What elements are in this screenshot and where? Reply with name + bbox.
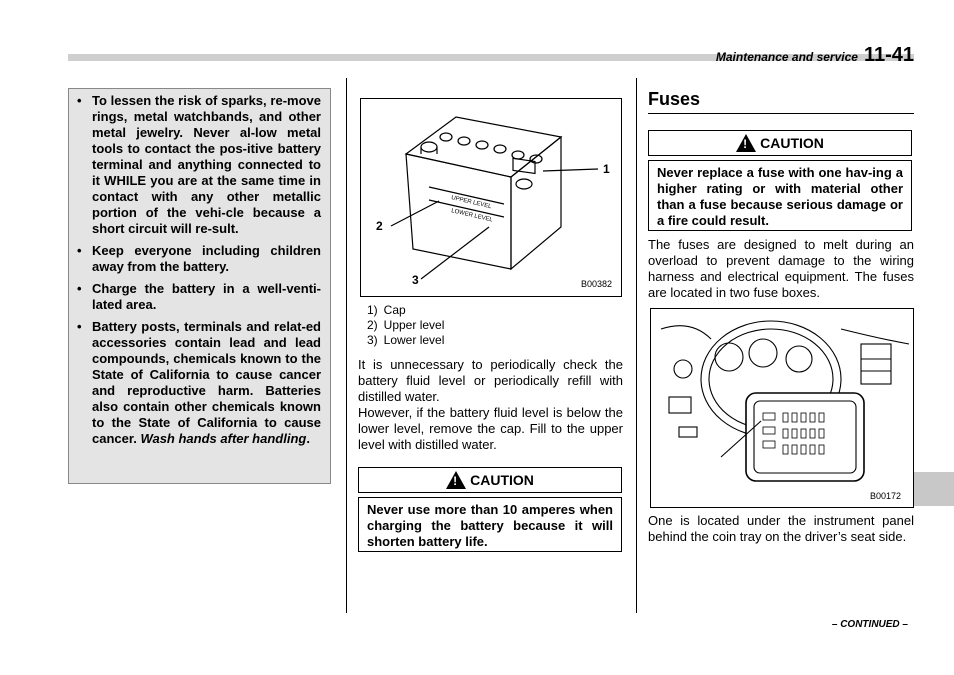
battery-illustration (361, 99, 621, 296)
heading-rule (648, 113, 914, 114)
caution-body: Never replace a fuse with one hav-ing a higher rating or with material other than a fuse because serious damage or a fire could result. (648, 160, 912, 231)
section-title: Maintenance and service (715, 50, 858, 64)
caution-header: ! CAUTION (358, 467, 622, 493)
warning-item: • Charge the battery in a well-venti-lated area. (77, 281, 321, 312)
page-number: 11-41 (863, 44, 914, 66)
figure-code: B00172 (870, 491, 902, 501)
caution-body: Never use more than 10 amperes when charging the battery because it will shorten battery life. (358, 497, 622, 552)
caption-item: 3) Lower level (367, 333, 445, 347)
fusebox-illustration (651, 309, 913, 507)
fuses-paragraph: The fuses are designed to melt during an overload to prevent damage to the wiring harness and electrical equipment. The fuses are located in two fuse boxes. (648, 237, 914, 300)
caption-item: 1) Cap (367, 303, 406, 317)
upper-level-label: UPPER LEVEL (450, 195, 492, 211)
callout-3: 3 (412, 273, 419, 287)
battery-caption-list (367, 303, 444, 348)
callout-1: 1 (603, 162, 610, 176)
page-header (716, 44, 914, 67)
warning-item: • Battery posts, terminals and relat-ed accessories contain lead and lead compounds, chemicals known to the State of California to cause cancer and reproductive harm. Batteries also contain other chemicals known to the State of California to cause cancer. Wash hands after handling. (77, 319, 321, 446)
section-heading: Fuses (648, 89, 701, 109)
warning-icon (446, 471, 466, 489)
caution-header: ! CAUTION (648, 130, 912, 156)
fusebox-figure (650, 308, 914, 508)
caption-item: 2) Upper level (367, 318, 445, 332)
warning-item: • To lessen the risk of sparks, re-move rings, metal watchbands, and other metal jewelry. Never al-low metal tools to contact the pos-itive battery terminal and anything connected to it WHILE you are at the same time in contact with any other metallic portion of the vehi-cle because a short circuit will re-sult. (77, 93, 321, 236)
figure-code: B00382 (581, 279, 613, 289)
column-divider (346, 78, 347, 613)
warning-item: • Keep everyone including children away from the battery. (77, 243, 321, 274)
lower-level-label: LOWER LEVEL (450, 208, 494, 224)
warning-icon (736, 134, 756, 152)
column-divider (636, 78, 637, 613)
chapter-tab (914, 472, 954, 506)
battery-figure (360, 98, 622, 297)
callout-2: 2 (376, 219, 383, 233)
battery-paragraph: It is unnecessary to periodically check the battery fluid level or periodically refill with distilled water. However, if the battery fluid level is below the lower level, remove the cap. Fill to the upper level with distilled water. (358, 357, 623, 452)
continued-label: – CONTINUED – (831, 619, 908, 630)
fuses-location-paragraph: One is located under the instrument panel behind the coin tray on the driver’s seat side. (648, 513, 914, 544)
warning-box (68, 88, 331, 484)
